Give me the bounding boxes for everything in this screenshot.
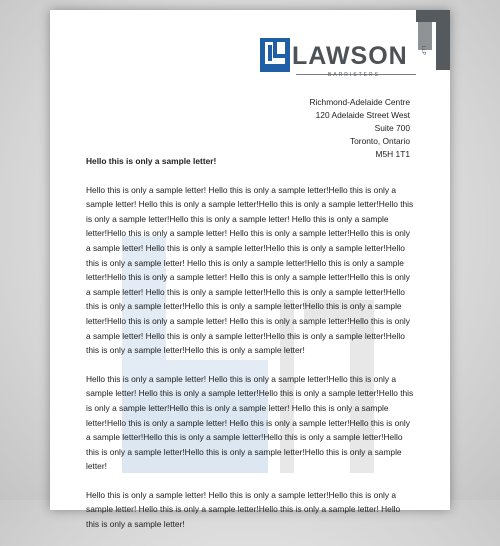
letter-paragraph-2: Hello this is only a sample letter! Hello this is only a sample letter!Hello this is only a sample letter! Hello this is only a sample letter!Hello this is only a sample letter!Hello this is only a sample letter!Hello this is only a sample letter! Hello this is only a sample letter!Hello this is only a sample letter! Hello this is only a sample letter!Hello this is only a sample letter!Hello this is only a sample letter!Hello this is only a sample letter!Hello this is only a sample letter!Hello this is only a sample letter!Hello this is only a sample letter! bbox=[86, 373, 414, 472]
letter-salutation: Hello this is only a sample letter! bbox=[86, 156, 217, 166]
address-line-5: M5H 1T1 bbox=[375, 149, 410, 159]
address-line-4: Toronto, Ontario bbox=[349, 136, 410, 146]
logo-llp: LLP bbox=[420, 46, 426, 55]
letter-paragraph-1: Hello this is only a sample letter! Hello this is only a sample letter!Hello this is only a sample letter! Hello this is only a sample letter!Hello this is only a sample letter!Hello this is only a sample letter!Hello this is only a sample letter! Hello this is only a sample letter!Hello this is only a sample letter! Hello this is only a sample letter!Hello this is only a sample letter! Hello this is only a sample letter!Hello this is only a sample letter!Hello this is only a sample letter! Hello this is only a sample letter!Hello this is only a sample letter!Hello this is only a sample letter! Hello this is only a sample letter!Hello this is only a sample letter! Hello this is only a sample letter!Hello this is only a sample letter!Hello this is only a sample letter!Hello this is only a sample letter!Hello this is only a sample letter!Hello this is only a sample letter! Hello this is only a sample letter!Hello this is only a sample letter! Hello this is only a sample letter!Hello this is only a sample letter!Hello this is only a sample letter!Hello this is only a sample letter! bbox=[86, 184, 414, 356]
address-line-2: 120 Adelaide Street West bbox=[315, 110, 410, 120]
lawson-logo bbox=[260, 38, 426, 78]
address-line-3: Suite 700 bbox=[374, 123, 410, 133]
logo-mark-icon bbox=[260, 38, 290, 72]
corner-accent-top bbox=[416, 10, 450, 22]
logo-wordmark: LAWSON bbox=[292, 42, 408, 70]
letterhead-page bbox=[50, 10, 450, 530]
letter-paragraph-3: Hello this is only a sample letter! Hello this is only a sample letter!Hello this is only a sample letter! Hello this is only a sample letter!Hello this is only a sample letter! Hello this is only a sample letter! bbox=[86, 489, 401, 530]
address-block bbox=[309, 96, 410, 161]
address-line-1: Richmond-Adelaide Centre bbox=[309, 97, 410, 107]
letter-body bbox=[86, 154, 414, 546]
logo-subtitle: BARRISTERS bbox=[328, 72, 380, 78]
